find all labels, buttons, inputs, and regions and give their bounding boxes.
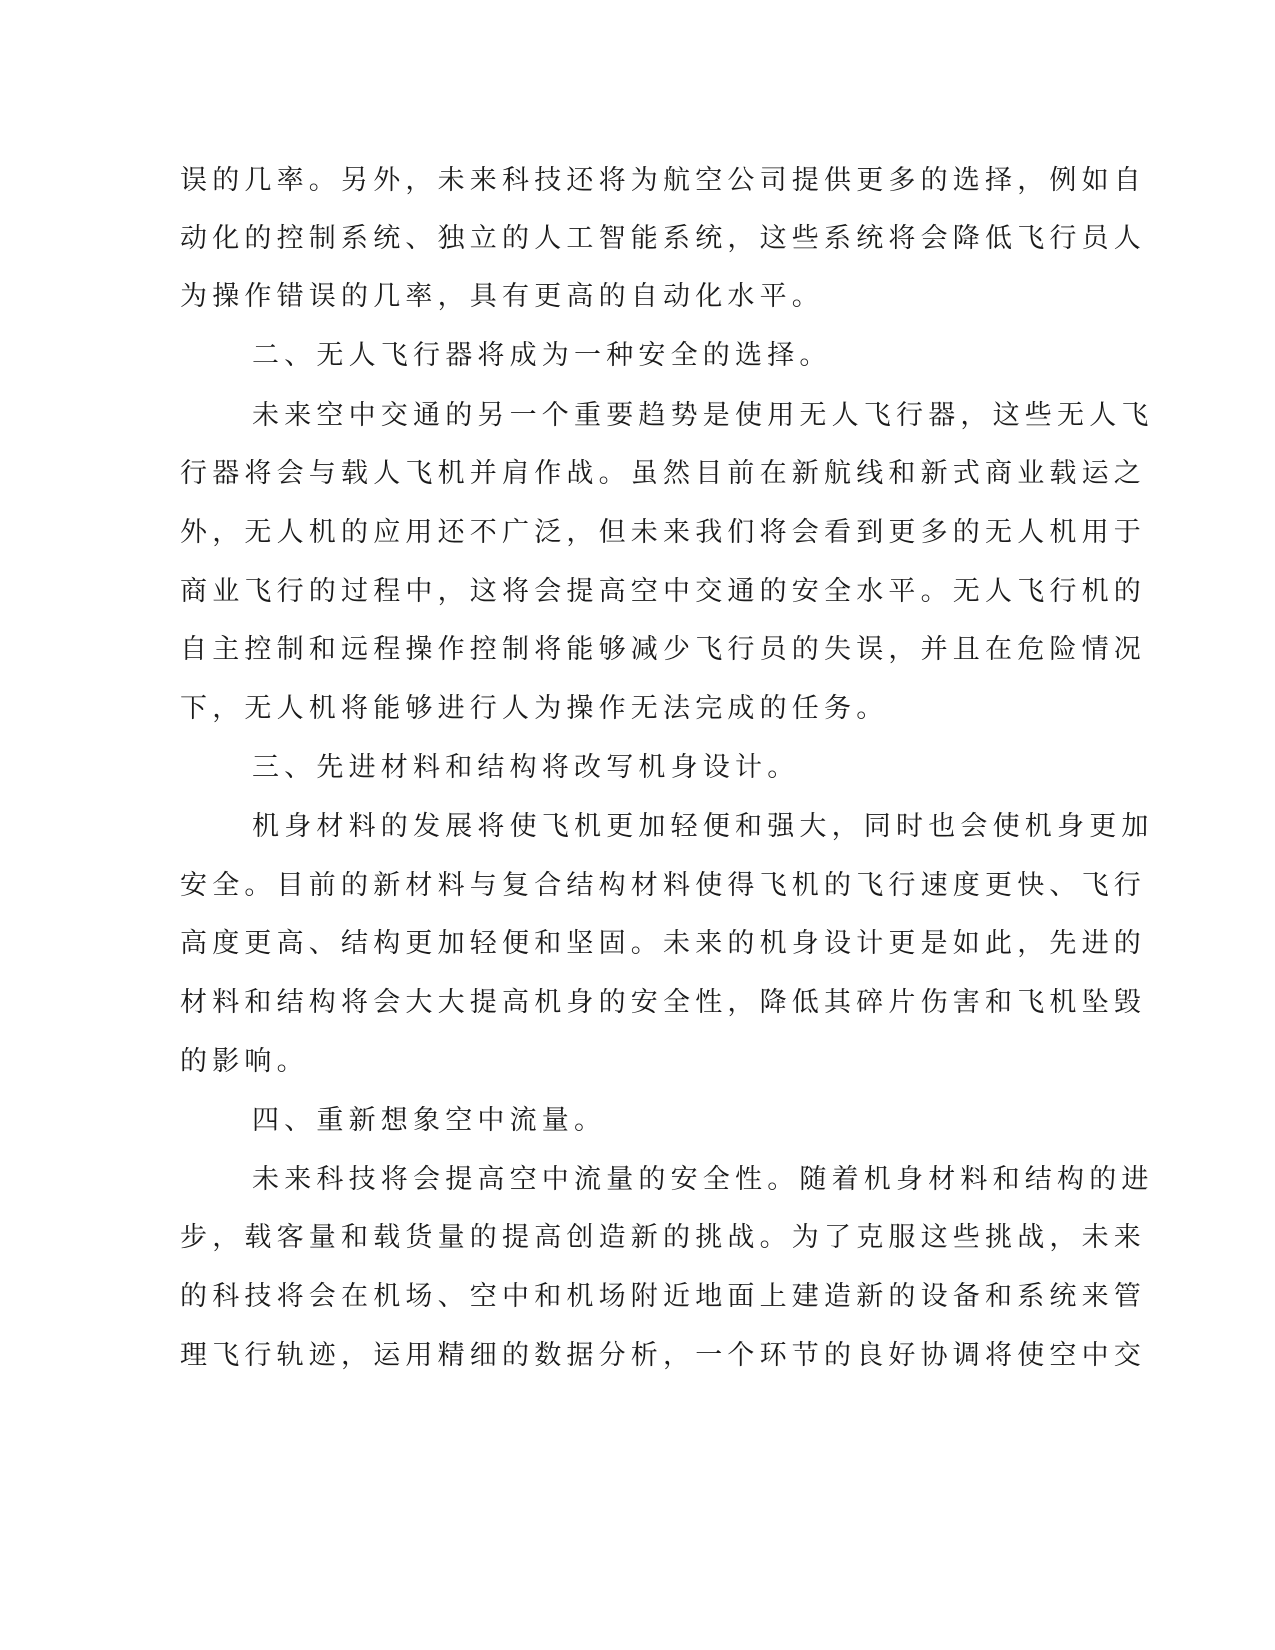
section-heading: 四、重新想象空中流量。 (252, 1105, 607, 1136)
text-line: 的影响。 (180, 1046, 309, 1077)
text-line: 未来空中交通的另一个重要趋势是使用无人飞行器，这些无人飞 (252, 400, 1154, 431)
text-line: 下，无人机将能够进行人为操作无法完成的任务。 (180, 693, 889, 724)
text-line: 步，载客量和载货量的提高创造新的挑战。为了克服这些挑战，未来 (180, 1222, 1146, 1253)
text-line: 机身材料的发展将使飞机更加轻便和强大，同时也会使机身更加 (252, 811, 1154, 842)
text-line: 安全。目前的新材料与复合结构材料使得飞机的飞行速度更快、飞行 (180, 870, 1146, 901)
text-line: 理飞行轨迹，运用精细的数据分析，一个环节的良好协调将使空中交 (180, 1340, 1146, 1371)
text-line: 自主控制和远程操作控制将能够减少飞行员的失误，并且在危险情况 (180, 634, 1146, 665)
text-line: 外，无人机的应用还不广泛，但未来我们将会看到更多的无人机用于 (180, 517, 1146, 548)
text-line: 商业飞行的过程中，这将会提高空中交通的安全水平。无人飞行机的 (180, 576, 1146, 607)
section-heading: 三、先进材料和结构将改写机身设计。 (252, 752, 800, 783)
text-line: 的科技将会在机场、空中和机场附近地面上建造新的设备和系统来管 (180, 1281, 1146, 1312)
text-line: 为操作错误的几率，具有更高的自动化水平。 (180, 281, 824, 312)
text-line: 误的几率。另外，未来科技还将为航空公司提供更多的选择，例如自 (180, 165, 1146, 196)
text-line: 未来科技将会提高空中流量的安全性。随着机身材料和结构的进 (252, 1164, 1154, 1195)
text-line: 高度更高、结构更加轻便和坚固。未来的机身设计更是如此，先进的 (180, 928, 1146, 959)
text-line: 行器将会与载人飞机并肩作战。虽然目前在新航线和新式商业载运之 (180, 458, 1146, 489)
text-line: 材料和结构将会大大提高机身的安全性，降低其碎片伤害和飞机坠毁 (180, 987, 1146, 1018)
section-heading: 二、无人飞行器将成为一种安全的选择。 (252, 340, 832, 371)
text-line: 动化的控制系统、独立的人工智能系统，这些系统将会降低飞行员人 (180, 223, 1146, 254)
